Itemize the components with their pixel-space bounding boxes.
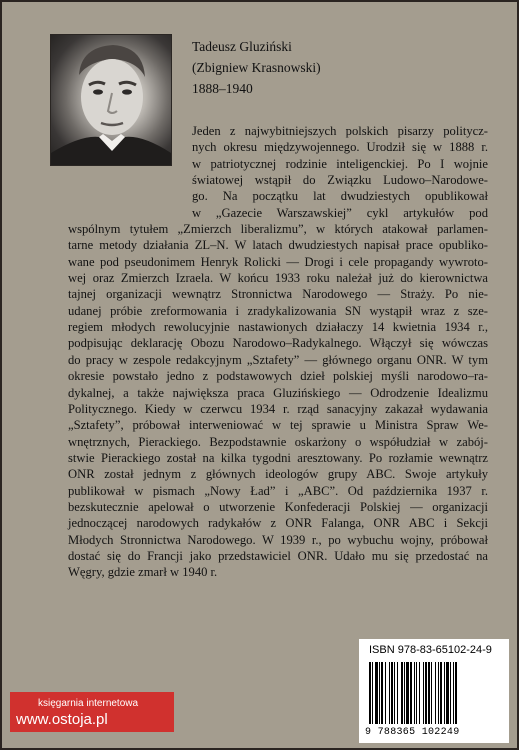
bio-line: do pracy w zespole redakcyjnym „Sztafety” — głównego organu ONR. W tym (68, 352, 488, 367)
isbn-label: ISBN 978-83-65102-24-9 (369, 644, 492, 656)
bio-line: dostać się do Francji jako przedstawiciel ONR. Udało mu się przedostać na (68, 548, 488, 563)
author-years: 1888–1940 (192, 81, 253, 96)
bio-line: w patriotycznej rodzinie inteligenckiej. Po I wojnie (192, 156, 488, 171)
author-name: Tadeusz Gluziński (192, 39, 292, 54)
store-url-link[interactable]: www.ostoja.pl (16, 711, 108, 728)
store-label: księgarnia internetowa (38, 698, 139, 709)
barcode-icon (367, 662, 501, 726)
bio-line: ONR został jednym z głównych ideologów grupy ABC. Swoje artykuły (68, 467, 488, 482)
bio-line: Politycznego. Kiedy w czerwcu 1934 r. rząd sanacyjny zakazał wydawania (68, 401, 488, 416)
bio-line: wspólnym tytułem „Zmierzch liberalizmu”, w których atakował parlamen- (68, 222, 488, 237)
author-block (192, 36, 321, 99)
bio-line: regiem młodych rewolucyjnie nastawionych działaczy 14 kwietnia 1934 r., (68, 320, 488, 335)
back-cover (2, 2, 517, 748)
bio-line: bezskutecznie apelował o utworzenie Konfederacji Polskiej — organizacji (68, 499, 488, 514)
bio-line: okresie powstało jedno z podstawowych dzieł polskiej myśli narodowo–ra- (68, 369, 488, 384)
bio-line: Młodych Stronnictwa Narodowego. W 1939 r., po wybuchu wojny, próbował (68, 532, 488, 547)
bio-line: w „Gazecie Warszawskiej” cykl artykułów pod (192, 205, 488, 220)
bio-line: jednoczącej narodowych radykałów z ONR Falanga, ONR ABC i Sekcji (68, 516, 488, 531)
bio-line: wnętrznych, Pierackiego. Bezpodstawnie oskarżony o współudział w zabój- (68, 434, 488, 449)
bio-line: wane pod pseudonimem Henryk Rolicki — Drogi i cele propagandy wywroto- (68, 254, 488, 269)
bio-line: nych okresu międzywojennego. Urodził się w 1888 r. (192, 140, 488, 155)
barcode-digits: 9 788365 102249 (365, 727, 460, 738)
author-pseudonym: (Zbigniew Krasnowski) (192, 60, 321, 75)
bio-line: światowej wstąpił do Związku Ludowo–Narodowe- (192, 173, 488, 188)
bio-line: udanej próbie zreformowania i zradykalizowania SN wystąpił wraz z sze- (68, 303, 488, 318)
bio-line: podpisując deklarację Obozu Narodowo–Radykalnego. Włączył się wówczas (68, 336, 488, 351)
bio-line: tajnej organizacji wewnątrz Stronnictwa Narodowego — Straży. Po nie- (68, 287, 488, 302)
bio-line: Węgry, gdzie zmarł w 1940 r. (68, 565, 218, 580)
bio-line: publikował w pismach „Nowy Ład” i „ABC”. Od października 1937 r. (68, 483, 488, 498)
bio-line: dykalnej, a także największa praca Gluzińskiego — Odrodzenie Idealizmu (68, 385, 488, 400)
biography-text (68, 123, 488, 581)
isbn-barcode-box (359, 639, 509, 743)
bio-line: stwie Pierackiego został na kilka tygodni aresztowany. Po rozłamie wewnątrz (68, 450, 488, 465)
bio-line: „Sztafety”, próbował interweniować w tej sprawie u Ministra Spraw We- (68, 418, 488, 433)
bio-line: tarne metody działania ZL–N. W latach dwudziestych napisał prace opubliko- (68, 238, 488, 253)
store-badge[interactable] (10, 692, 174, 732)
bio-line: wej oraz Zmierzch Izraela. W końcu 1933 roku należał już do kierownictwa (68, 271, 488, 286)
bio-line: Jeden z najwybitniejszych polskich pisarzy politycz- (192, 124, 488, 138)
bio-line: go. Na początku lat dwudziestych opublikował (192, 189, 488, 204)
